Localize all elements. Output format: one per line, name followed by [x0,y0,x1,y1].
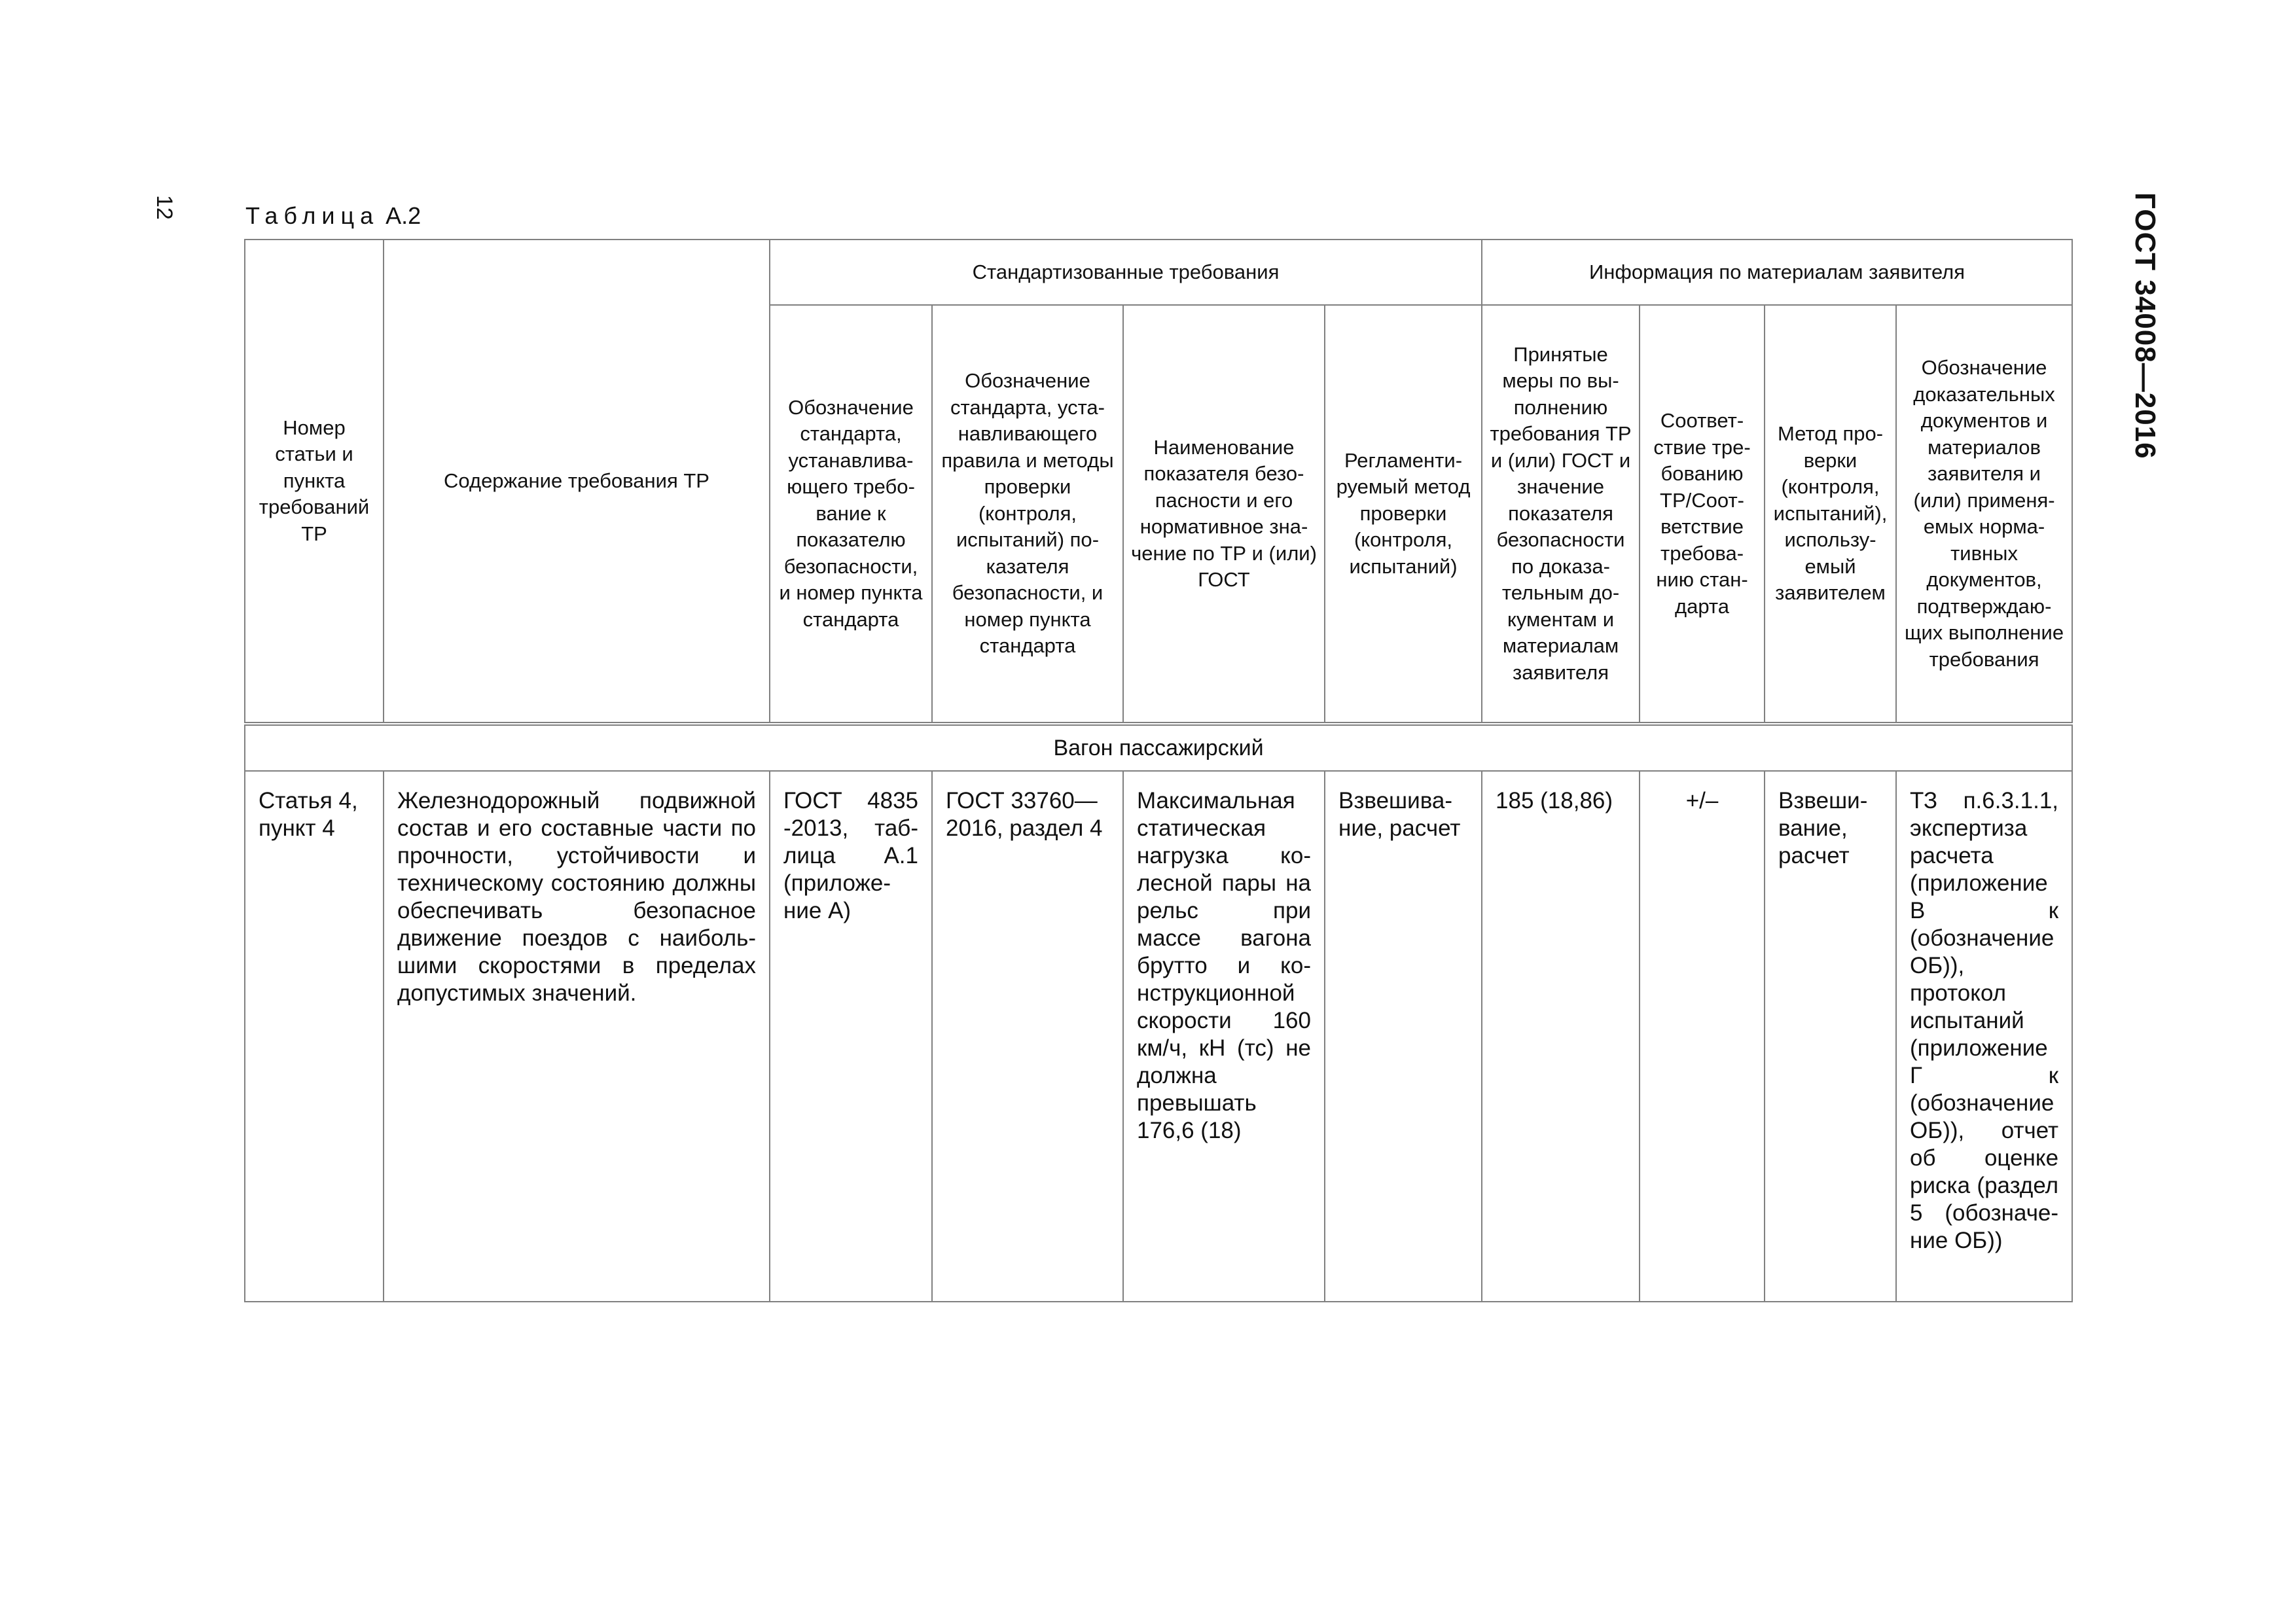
header-measures-taken: Принятые меры по выполнению требования ТР и (или) ГОСТ и значение показателя безопасности по доказательным документам и материалам заявителя [1482,305,1640,724]
cell-safety-indicator: Максимальная статическая нагрузка колесной пары на рельс при массе вагона брутто и конструкционной скорости 160 км/ч, кН (тс) не должна превышать 176,6 (18) [1123,771,1325,1302]
requirements-table [244,239,2073,1302]
document-code: ГОСТ 34008—2016 [2129,192,2161,459]
header-group-applicant-info: Информация по материалам заявителя [1482,240,2072,305]
header-regulated-method: Регламентируемый метод проверки (контроля, испытаний) [1325,305,1482,724]
cell-requirement-standard: ГОСТ 4835 -2013, таблица А.1 (приложение А) [770,771,932,1302]
header-group-standardized: Стандартизованные требования [770,240,1482,305]
table-caption [245,202,421,230]
header-evidence-documents: Обозначение доказательных документов и материалов заявителя и (или) применяемых нормативных документов, подтверждающих выполнение требования [1896,305,2072,724]
header-article-number: Номер статьи и пункта требований ТР [245,240,384,724]
header-safety-indicator: Наименование показателя безопасности и его нормативное значение по ТР и (или) ГОСТ [1123,305,1325,724]
page-number: 12 [152,195,177,220]
cell-regulated-method: Взвешивание, расчет [1325,771,1482,1302]
cell-measures-taken: 185 (18,86) [1482,771,1640,1302]
cell-content: Железнодорожный подвижной состав и его составные части по прочности, устойчивости и техническому состоянию должны обеспечивать безопасное движение поездов с наибольшими скоростями в пределах допустимых значений. [384,771,770,1302]
header-method-standard: Обозначение стандарта, устанавливающего правила и методы проверки (контроля, испытаний) показателя безопасности, и номер пункта стандарта [932,305,1123,724]
cell-compliance: +/– [1640,771,1765,1302]
header-compliance: Соответствие требованию ТР/Соответствие требованию стандарта [1640,305,1765,724]
header-requirement-standard: Обозначение стандарта, устанавливающего требование к показателю безопасности, и номер пункта стандарта [770,305,932,724]
section-title: Вагон пассажирский [245,724,2072,771]
cell-evidence-documents: ТЗ п.6.3.1.1, экспертиза расчета (приложение В к (обозначение ОБ)), протокол испытаний (приложение Г к (обозначение ОБ)), отчет об оценке риска (раздел 5 (обозначение ОБ)) [1896,771,2072,1302]
cell-article: Статья 4, пункт 4 [245,771,384,1302]
cell-applicant-method: Взвешивание, расчет [1765,771,1896,1302]
table-caption-id: А.2 [386,202,422,229]
cell-method-standard: ГОСТ 33760—2016, раздел 4 [932,771,1123,1302]
table-row [245,771,2072,1302]
header-requirement-content: Содержание требования ТР [384,240,770,724]
table-caption-word: Таблица [245,202,380,229]
header-applicant-method: Метод проверки (контроля, испытаний), используемый заявителем [1765,305,1896,724]
